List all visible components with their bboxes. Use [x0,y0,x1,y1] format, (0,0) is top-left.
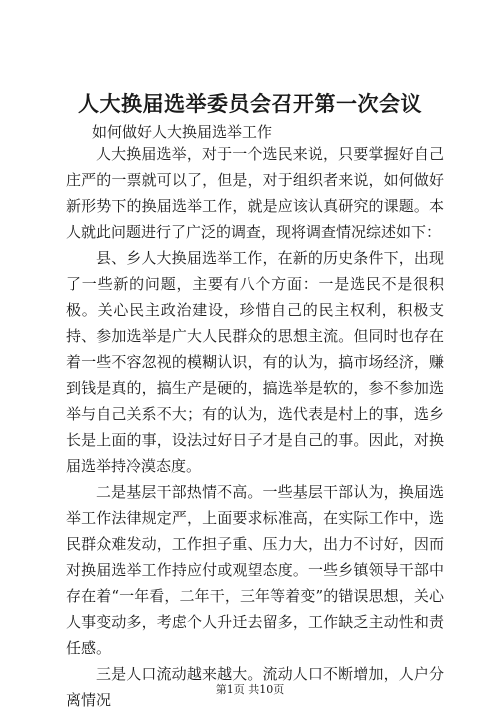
paragraph-issue-one: 县、乡人大换届选举工作，在新的历史条件下，出现了一些新的问题，主要有八个方面：一是选民不是很积极。关心民主政治建设，珍惜自己的民主权利，积极支持、参加选举是广大人民群众的思想主流。但同时也存在着一些不容忽视的模糊认识，有的认为，搞市场经济，赚到钱是真的，搞生产是硬的，搞选举是软的，参不参加选举与自己关系不大；有的认为，选代表是村上的事，选乡长是上面的事，设法过好日子才是自己的事。因此，对换届选举持冷漠态度。 [66,249,444,475]
document-body [66,141,444,713]
paragraph-issue-three: 三是人口流动越来越大。流动人口不断增加，人户分离情况 [66,665,444,709]
document-subtitle: 如何做好人大换届选举工作 [92,123,273,141]
paragraph-issue-two: 二是基层干部热情不高。一些基层干部认为，换届选举工作法律规定严，上面要求标准高，在实际工作中，选民群众难发动，工作担子重、压力大，出力不讨好，因而对换届选举工作持应付或观望态度。一些乡镇领导干部中存在着“一年看，二年干，三年等着变”的错误思想，关心人事变动多，考虑个人升迁去留多，工作缺乏主动性和责任感。 [66,483,444,657]
paragraph-intro: 人大换届选举，对于一个选民来说，只要掌握好自己庄严的一票就可以了，但是，对于组织者来说，如何做好新形势下的换届选举工作，就是应该认真研究的课题。本人就此问题进行了广泛的调查，现将调查情况综述如下： [66,145,444,241]
page-footer: 第1页 共10页 [215,683,285,696]
document-title: 人大换届选举委员会召开第一次会议 [78,91,422,116]
